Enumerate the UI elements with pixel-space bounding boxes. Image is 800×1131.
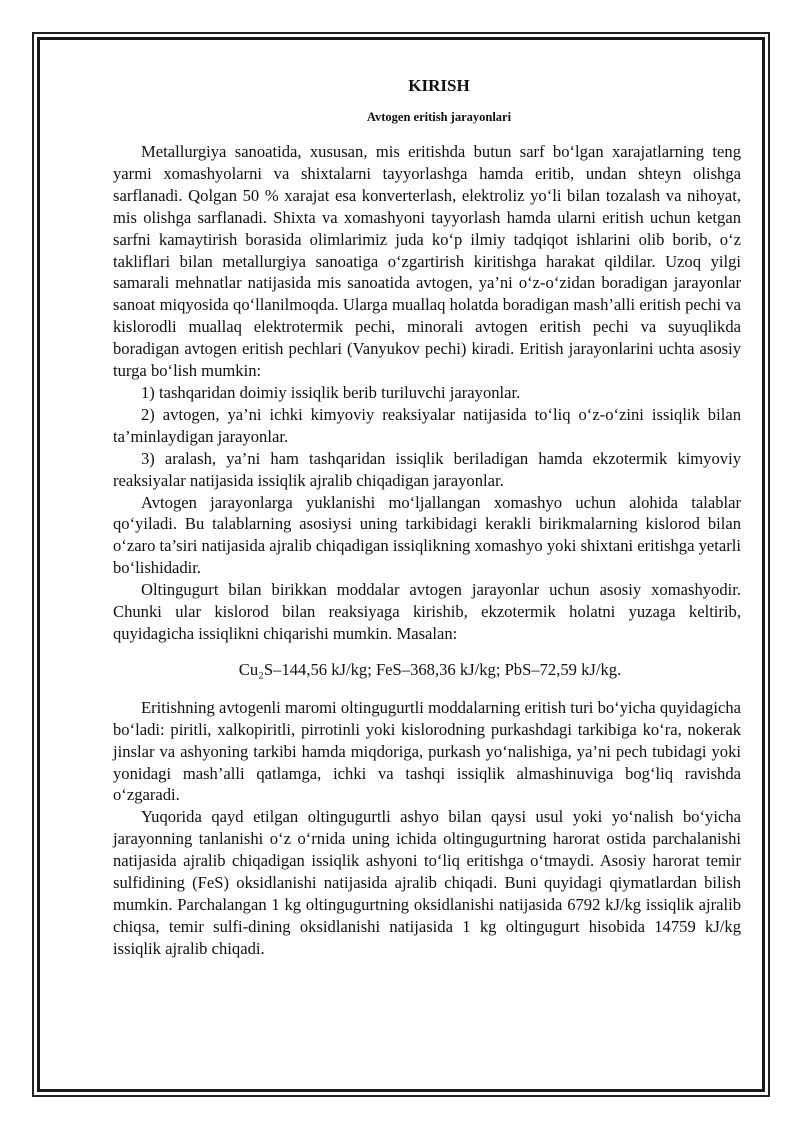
paragraph: Avtogen jarayonlarga yuklanishi mo‘ljallangan xomashyo uchun alohida talablar qo‘yiladi. Bu talablarning asosiysi uning tarkibidagi kerakli birikmalarning kislorod bilan o‘zaro ta’siri natijasida ajralib chiqadigan issiqlikning xomashyo yoki shixtani eritishga yetarli bo‘lishidadir. [113, 492, 741, 578]
paragraph: Metallurgiya sanoatida, xususan, mis eritishda butun sarf bo‘lgan xarajatlarning teng yarmi xomashyolarni va shixtalarni tayyorlashga hamda eritib, undan shteyn olishga sarflanadi. Qolgan 50 % xarajat esa konverterlash, elektroliz yo‘li bilan tozalash va nihoyat, mis olishga sarflanadi. Shixta va xomashyoni tayyorlash hamda ularni eritish uchun ketgan sarfni kamaytirish borasida olimlarimiz juda ko‘p ilmiy tadqiqot ishlarini olib borib, o‘z takliflari bilan metallurgiya sanoatiga o‘zgartirish kiritishga harakat qildilar. Uzoq yilgi samarali mehnatlar natijasida mis sanoatida avtogen, ya’ni o‘z-o‘zidan boradigan jarayonlar sanoat miqyosida qo‘llanilmoqda. Ularga muallaq holatda boradigan mash’alli eritish pechi va kislorodli muallaq elektrotermik pechi, minorali avtogen eritish pechi va suyuqlikda boradigan avtogen eritish pechlari (Vanyukov pechi) kiradi. Eritish jarayonlarini uchta asosiy turga bo‘lish mumkin: [113, 142, 741, 381]
body-text-after [113, 697, 741, 960]
page-title: KIRISH [408, 76, 470, 95]
section-subtitle: Avtogen eritish jarayonlari [366, 110, 512, 124]
paragraph: Eritishning avtogenli maromi oltingugurtli moddalarning eritish turi bo‘yicha quyidagicha bo‘ladi: piritli, xalkopiritli, pirrotinli yoki kislorodning purkashdagi tarkibiga ko‘ra, nokerak jinslar va ashyoning tarkibi hamda miqdoriga, purkash yo‘nalishiga, ya’ni pech tubidagi yoki yonidagi mash’alli qatlamga, ichki va tashqi issiqlik almashinuviga bog‘liq ravishda o‘zgaradi. [113, 697, 741, 805]
list-item: 1) tashqaridan doimiy issiqlik berib turiluvchi jarayonlar. [141, 382, 521, 402]
paragraph: Yuqorida qayd etilgan oltingugurtli ashyo bilan qaysi usul yoki yo‘nalish bo‘yicha jarayonning tanlanishi o‘z o‘rnida uning ichida oltingugurtning harorat ostida parchalanishi natijasida ajralib chiqadigan issiqlik ashyoni to‘liq eritishga o‘tmaydi. Asosiy harorat temir sulfidining (FeS) oksidlanishi natijasida ajralib chiqadi. Buni quyidagi qiymatlardan bilish mumkin. Parchalangan 1 kg oltingugurtning oksidlanishi natijasida 6792 kJ/kg issiqlik ajralib chiqsa, temir sulfi-dining oksidlanishi natijasida 1 kg oltingugurt hisobida 14759 kJ/kg issiqlik ajralib chiqadi. [113, 807, 741, 958]
paragraph: Oltingugurt bilan birikkan moddalar avtogen jarayonlar uchun asosiy xomashyodir. Chunki ular kislorod bilan reaksiyaga kirishib, ekzotermik holatni yuzaga keltirib, quyidagicha issiqlikni chiqarishi mumkin. Masalan: [113, 580, 741, 643]
list-item: 3) aralash, ya’ni ham tashqaridan issiqlik beriladigan hamda ekzotermik kimyoviy reaksiyalar natijasida issiqlik ajralib chiqadigan jarayonlar. [113, 448, 741, 490]
document-content [113, 76, 741, 960]
body-text-before [113, 141, 741, 645]
list-item: 2) avtogen, ya’ni ichki kimyoviy reaksiyalar natijasida to‘liq o‘z-o‘zini issiqlik bilan ta’minlaydigan jarayonlar. [113, 404, 741, 446]
formula-line: Cu₂S–144,56 kJ/kg; FeS–368,36 kJ/kg; PbS–72,59 kJ/kg. [238, 659, 622, 679]
